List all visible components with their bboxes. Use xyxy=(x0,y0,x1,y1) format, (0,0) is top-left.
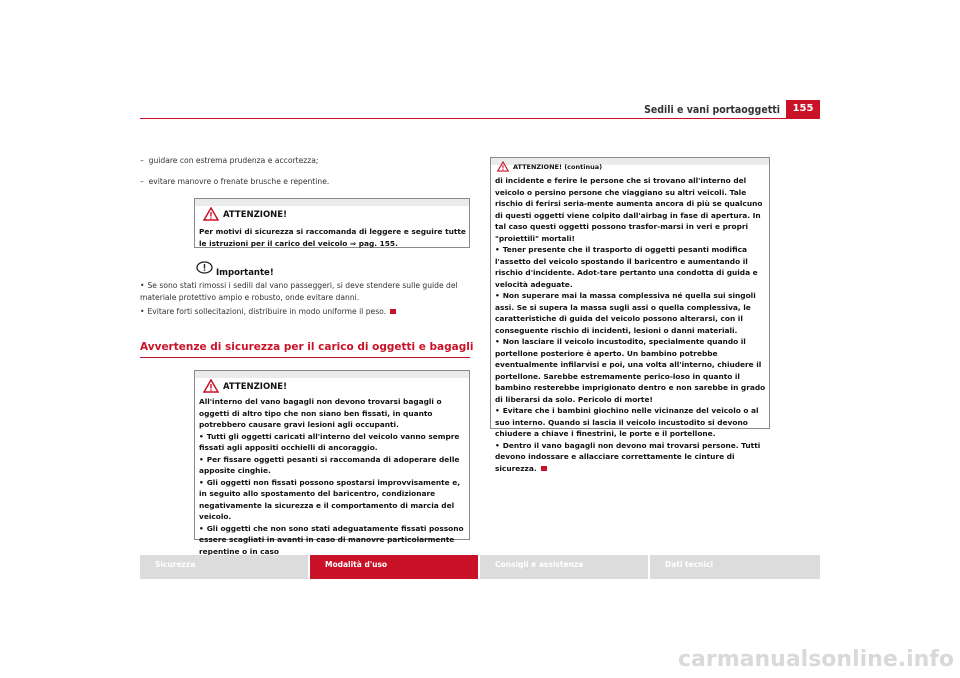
warning-bullet: • Gli oggetti non fissati possono spostarsi improvvisamente e, in seguito allo spostamento del baricentro, condizionare negativamente la sicurezza e il comportamento di marcia del veicolo. xyxy=(199,477,467,523)
end-mark-icon xyxy=(541,466,547,471)
warning-body xyxy=(495,175,767,474)
footer-tab-label: Dati tecnici xyxy=(665,560,714,569)
end-mark-icon xyxy=(390,309,396,314)
footer-tab-sicurezza[interactable] xyxy=(140,555,308,579)
dash-item-text: guidare con estrema prudenza e accortezza; xyxy=(148,156,319,165)
footer-tab-label: Modalità d'uso xyxy=(325,560,388,569)
warning-box xyxy=(194,198,470,248)
footer-tab-label: Consigli e assistenza xyxy=(495,560,584,569)
warning-bullet xyxy=(495,440,767,475)
box-top-bar xyxy=(195,199,469,206)
important-bullet xyxy=(140,306,470,318)
important-bullet-text: • Evitare forti sollecitazioni, distribuire in modo uniforme il peso. xyxy=(140,307,386,316)
section-divider xyxy=(140,357,470,358)
dash-item-text: evitare manovre o frenate brusche e repentine. xyxy=(148,177,330,186)
important-icon xyxy=(196,261,213,274)
footer-tab-consigli-assistenza[interactable] xyxy=(480,555,648,579)
warning-body xyxy=(199,396,467,557)
warning-title: ATTENZIONE! xyxy=(223,382,287,392)
important-title: Importante! xyxy=(216,268,274,278)
warning-triangle-icon xyxy=(203,207,219,221)
warning-bullet: • Non lasciare il veicolo incustodito, specialmente quando il portellone posteriore è aperto. Un bambino potrebbe eventualmente infilarvisi e poi, una volta all'interno, chiudere il portellone. Sarebbe estremamente perico-loso in quanto il bambino resterebbe imprigionato dentro e non sarebbe in grado di liberarsi da solo. Pericolo di morte! xyxy=(495,336,767,405)
section-title: Avvertenze di sicurezza per il carico di oggetti e bagagli xyxy=(140,341,474,353)
dash-item: – guidare con estrema prudenza e accortezza; xyxy=(140,156,319,165)
page-number-badge: 155 xyxy=(786,100,820,118)
warning-bullet: • Tutti gli oggetti caricati all'interno del veicolo vanno sempre fissati agli appositi occhielli di ancoraggio. xyxy=(199,431,467,454)
warning-continued-title: ATTENZIONE! (continua) xyxy=(513,163,603,171)
warning-bullet: • Per fissare oggetti pesanti si raccomanda di adoperare delle apposite cinghie. xyxy=(199,454,467,477)
warning-box xyxy=(194,370,470,556)
warning-triangle-icon xyxy=(497,161,509,172)
footer-tab-dati-tecnici[interactable] xyxy=(650,555,820,579)
footer-tab-modalita-uso[interactable] xyxy=(310,555,478,579)
warning-box-continued xyxy=(490,157,770,473)
header-divider xyxy=(140,118,820,119)
warning-intro: di incidente e ferire le persone che si trovano all'interno del veicolo o persino persone che viaggiano su altri veicoli. Tale rischio di ferirsi seria-mente aumenta ancora di più se qualcuno di questi oggetti viene colpito dall'airbag in fase di apertura. In tal caso questi oggetti possono trasfor-marsi in veri e propri "proiettili" mortali! xyxy=(495,176,763,243)
important-list xyxy=(140,280,470,318)
box-top-bar xyxy=(195,371,469,378)
watermark: carmanualsonline.info xyxy=(678,647,954,672)
dash-item: – evitare manovre o frenate brusche e repentine. xyxy=(140,177,330,186)
warning-bullet: • Evitare che i bambini giochino nelle vicinanze del veicolo o al suo interno. Quando si lascia il veicolo incustodito si devono chiudere a chiave i finestrini, le porte e il portellone. xyxy=(495,405,767,440)
warning-triangle-icon xyxy=(203,379,219,393)
footer-tab-label: Sicurezza xyxy=(155,560,196,569)
warning-title: ATTENZIONE! xyxy=(223,210,287,220)
page-header-title: Sedili e vani portaoggetti xyxy=(644,104,780,116)
warning-bullet: • Non superare mai la massa complessiva né quella sui singoli assi. Se si supera la massa sugli assi o quella complessiva, le caratteristiche di guida del veicolo possono alterarsi, con il conseguente rischio di incidenti, lesioni o danni materiali. xyxy=(495,290,767,336)
warning-intro: All'interno del vano bagagli non devono trovarsi bagagli o oggetti di altro tipo che non siano ben fissati, in quanto potrebbero causare gravi lesioni agli occupanti. xyxy=(199,397,442,429)
warning-text: Per motivi di sicurezza si raccomanda di leggere e seguire tutte le istruzioni per il carico del veicolo ⇒ pag. 155. xyxy=(199,227,466,248)
warning-bullet: • Tener presente che il trasporto di oggetti pesanti modifica l'assetto del veicolo spostando il baricentro e aumentando il rischio d'incidente. Adot-tare pertanto una condotta di guida e velocità adeguate. xyxy=(495,244,767,290)
warning-bullet-text: • Dentro il vano bagagli non devono mai trovarsi persone. Tutti devono indossare e allacciare correttamente le cinture di sicurezza. xyxy=(495,441,760,473)
important-bullet: • Se sono stati rimossi i sedili dal vano passeggeri, si deve stendere sulle guide del materiale protettivo ampio e robusto, onde evitare danni. xyxy=(140,280,470,303)
warning-bullet: • Gli oggetti che non sono stati adeguatamente fissati possono essere scagliati in avanti in caso di manovre particolarmente repentine o in caso xyxy=(199,523,467,558)
